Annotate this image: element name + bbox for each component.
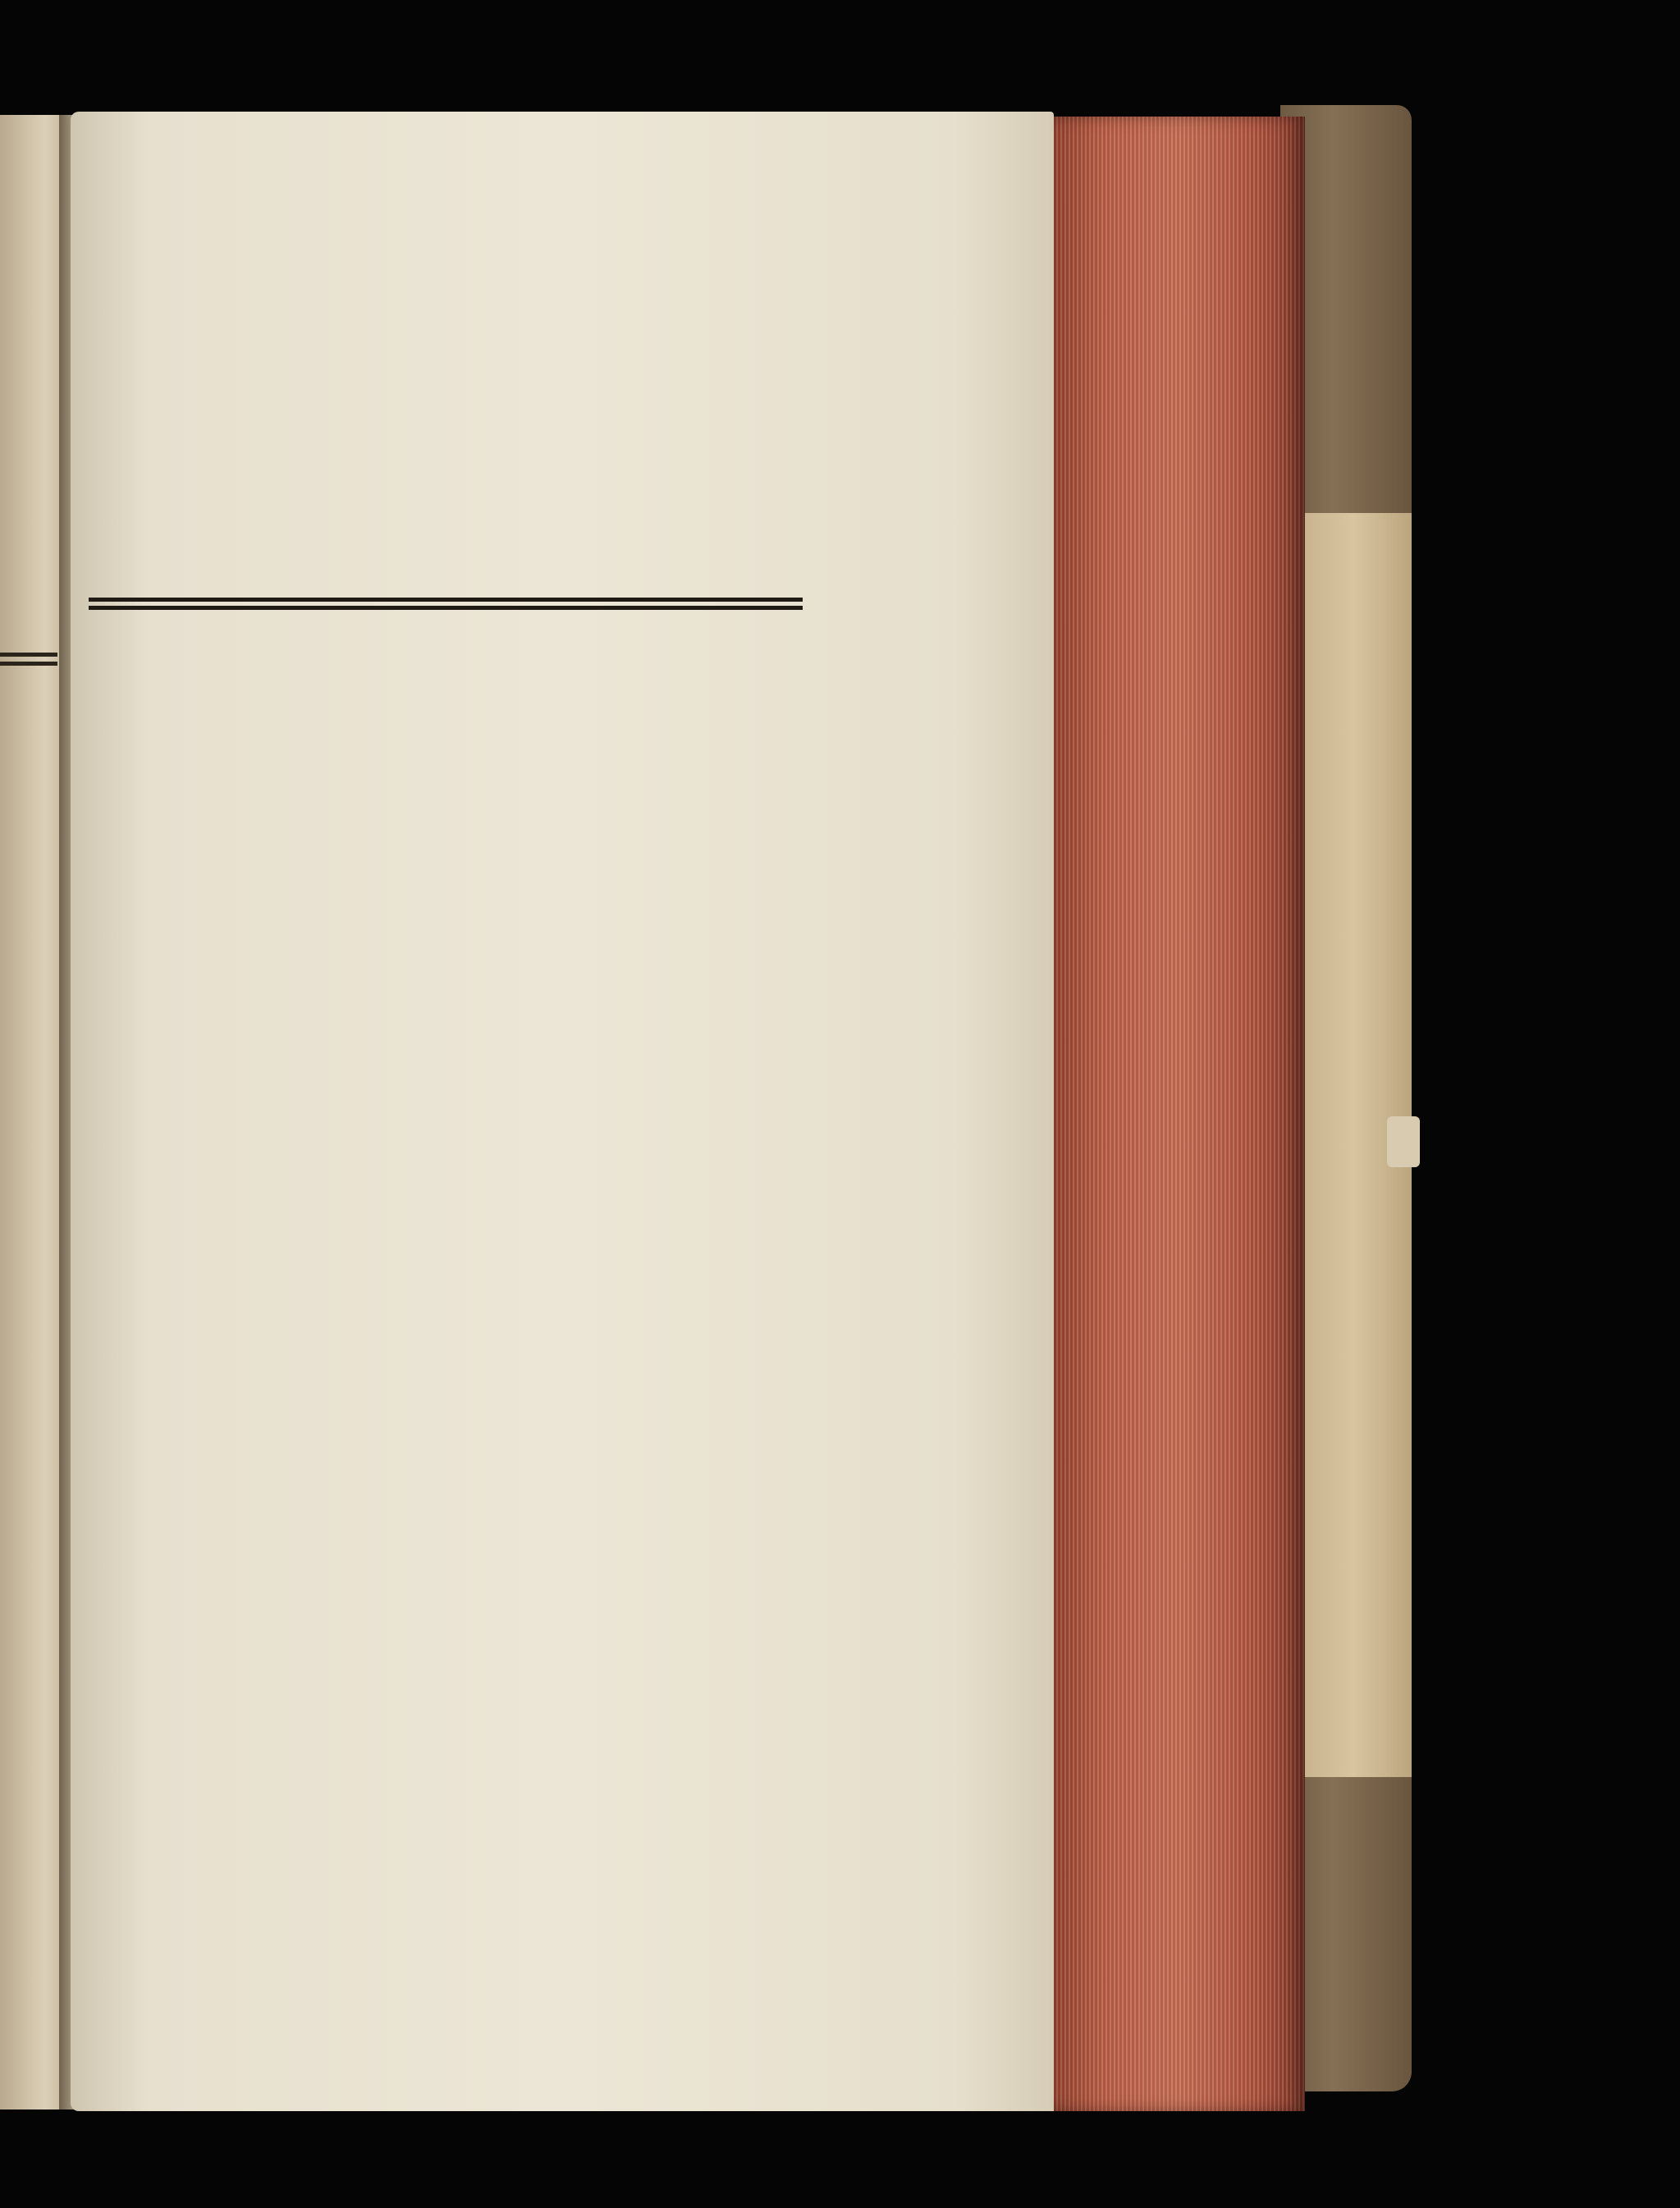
ornamental-divider (89, 598, 803, 617)
previous-page-rule (0, 662, 57, 666)
previous-page-rule (0, 653, 57, 657)
cover-tab (1387, 1116, 1420, 1167)
book-page (71, 112, 1054, 2111)
previous-page (0, 115, 64, 2110)
page-edges (1052, 117, 1305, 2111)
